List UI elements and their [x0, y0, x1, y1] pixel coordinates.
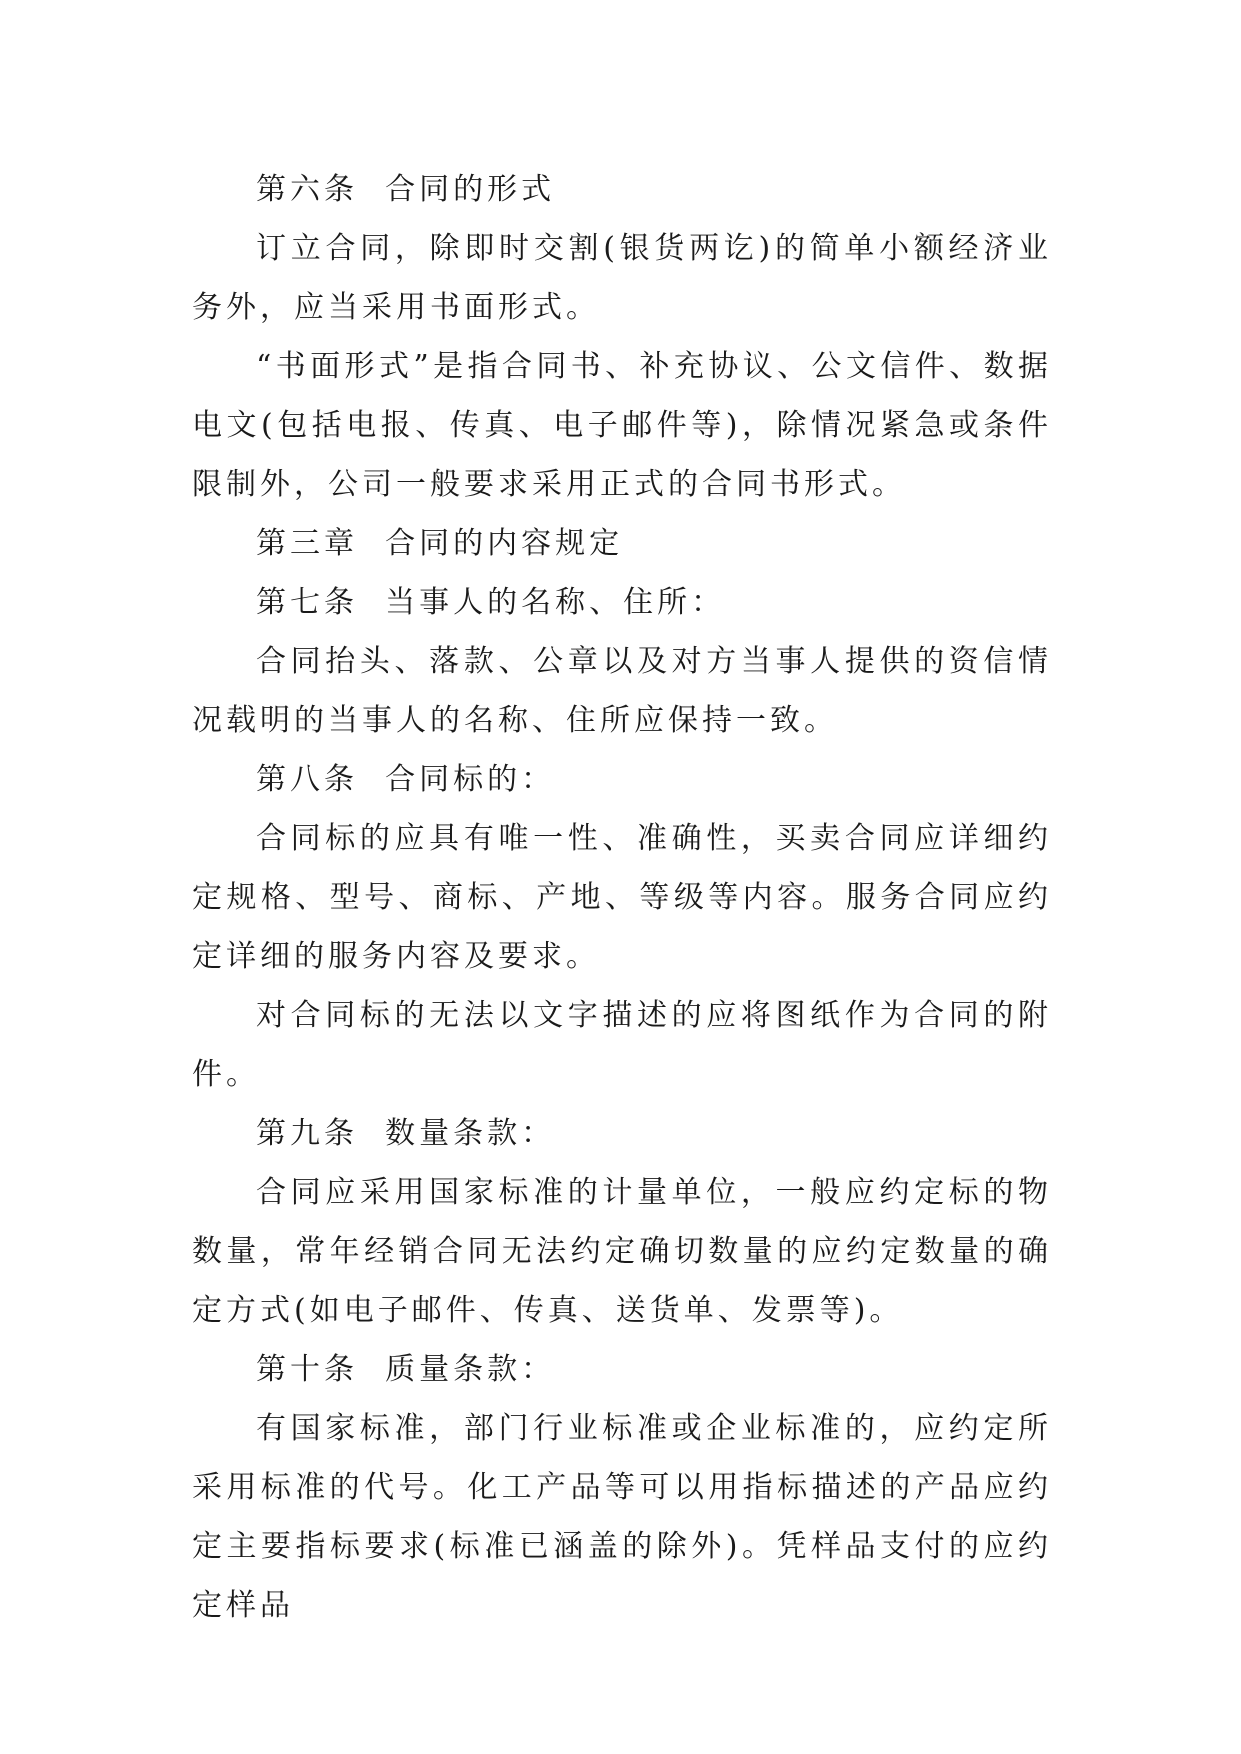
- article-6-paragraph-1: 订立合同，除即时交割(银货两讫)的简单小额经济业务外，应当采用书面形式。: [192, 231, 1052, 325]
- article-8-paragraph-1: 合同标的应具有唯一性、准确性，买卖合同应详细约定规格、型号、商标、产地、等级等内容。服务合同应约定详细的服务内容及要求。: [192, 821, 1052, 974]
- article-9-heading: 第九条 数量条款：: [256, 1116, 556, 1151]
- article-10-heading: 第十条 质量条款：: [256, 1352, 556, 1387]
- article-6-heading: 第六条 合同的形式: [256, 172, 556, 207]
- article-10-paragraph: 有国家标准，部门行业标准或企业标准的，应约定所采用标准的代号。化工产品等可以用指标描述的产品应约定主要指标要求(标准已涵盖的除外)。凭样品支付的应约定样品: [192, 1411, 1052, 1623]
- article-8-paragraph-2: 对合同标的无法以文字描述的应将图纸作为合同的附件。: [192, 998, 1052, 1092]
- chapter-3-heading: 第三章 合同的内容规定: [256, 526, 624, 561]
- document-body: [192, 160, 1052, 1635]
- article-8-heading: 第八条 合同标的：: [256, 762, 556, 797]
- article-6-paragraph-2: “书面形式”是指合同书、补充协议、公文信件、数据电文(包括电报、传真、电子邮件等)，除情况紧急或条件限制外，公司一般要求采用正式的合同书形式。: [192, 349, 1052, 502]
- article-7-heading: 第七条 当事人的名称、住所：: [256, 585, 726, 620]
- article-7-paragraph: 合同抬头、落款、公章以及对方当事人提供的资信情况载明的当事人的名称、住所应保持一致。: [192, 644, 1052, 738]
- article-9-paragraph: 合同应采用国家标准的计量单位，一般应约定标的物数量，常年经销合同无法约定确切数量的应约定数量的确定方式(如电子邮件、传真、送货单、发票等)。: [192, 1175, 1052, 1328]
